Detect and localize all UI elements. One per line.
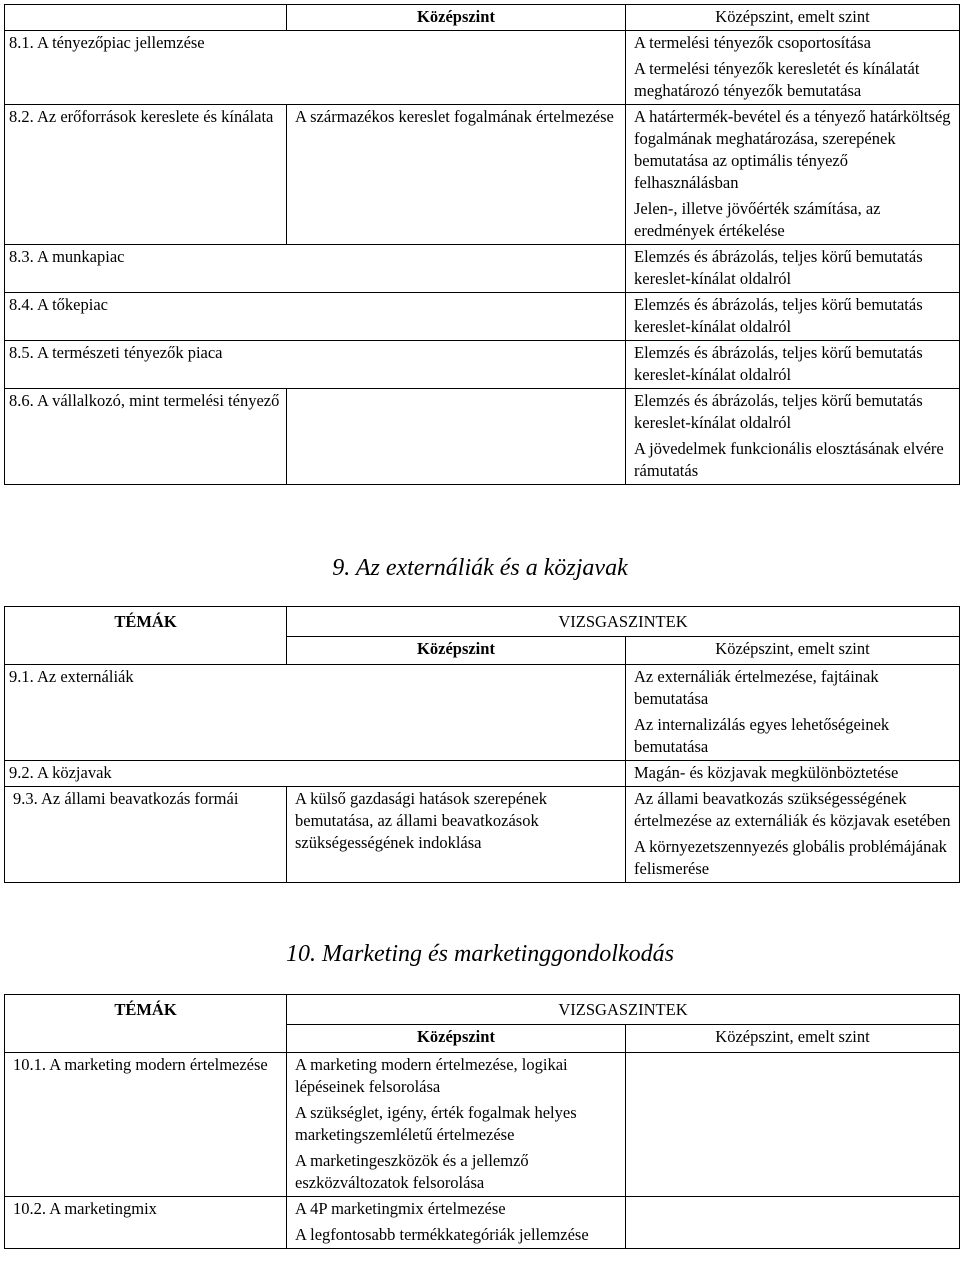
table-header-row [5,995,960,1025]
header-high-level: Középszint, emelt szint [626,637,960,665]
table-header-row [5,5,960,31]
header-levels: VIZSGASZINTEK [287,995,960,1025]
header-high-level: Középszint, emelt szint [626,1025,960,1053]
table-row [5,761,960,787]
header-levels: VIZSGASZINTEK [287,607,960,637]
header-mid-level: Középszint [287,637,626,665]
requirement-text: A jövedelmek funkcionális elosztásának elvére rámutatás [634,439,944,480]
topic-text: 10.1. A marketing modern értelmezése [13,1055,268,1074]
high-level-cell [626,245,960,293]
header-topics: TÉMÁK [5,995,287,1053]
requirement-text: A termelési tényezők csoportosítása [634,33,871,52]
topic-cell [5,1053,287,1197]
mid-level-cell [287,1053,626,1197]
high-level-cell [626,761,960,787]
table-row [5,293,960,341]
high-level-cell [626,787,960,883]
topics-table-10 [4,994,960,1249]
section-heading-10: 10. Marketing és marketinggondolkodás [286,941,674,967]
table-row [5,665,960,761]
header-topics-cell [5,5,287,31]
high-level-cell [626,1053,960,1197]
mid-level-cell [287,105,626,245]
header-high-level: Középszint, emelt szint [626,5,960,31]
requirement-text: Magán- és közjavak megkülönböztetése [634,763,899,782]
topics-table-8 [4,4,960,485]
topic-cell: 9.1. Az externáliák [5,665,626,761]
table-row [5,787,960,883]
requirement-text: A marketingeszközök és a jellemző eszközváltozatok felsorolása [295,1151,529,1192]
requirement-text: A környezetszennyezés globális problémájának felismerése [634,837,947,878]
mid-level-cell [287,389,626,485]
table-header-row [5,607,960,637]
table-row [5,1053,960,1197]
requirement-text: Elemzés és ábrázolás, teljes körű bemutatás kereslet-kínálat oldalról [634,391,923,432]
header-mid-level: Középszint [287,1025,626,1053]
table-row [5,341,960,389]
table-row [5,389,960,485]
topic-cell: 8.1. A tényezőpiac jellemzése [5,31,626,105]
mid-level-cell [287,1197,626,1249]
topic-cell [5,1197,287,1249]
header-mid-level: Középszint [287,5,626,31]
topic-text: 9.3. Az állami beavatkozás formái [13,789,239,808]
high-level-cell [626,1197,960,1249]
high-level-cell [626,293,960,341]
requirement-text: Elemzés és ábrázolás, teljes körű bemutatás kereslet-kínálat oldalról [634,295,923,336]
topic-text: 10.2. A marketingmix [13,1199,157,1218]
requirement-text: Az externáliák értelmezése, fajtáinak bemutatása [634,667,879,708]
table-row [5,105,960,245]
topic-cell: 8.2. Az erőforrások kereslete és kínálata [5,105,287,245]
high-level-cell [626,389,960,485]
table-row [5,31,960,105]
high-level-cell [626,31,960,105]
requirement-text: Elemzés és ábrázolás, teljes körű bemutatás kereslet-kínálat oldalról [634,247,923,288]
table-row [5,245,960,293]
requirement-text: A 4P marketingmix értelmezése [295,1199,506,1218]
section-heading-9: 9. Az externáliák és a közjavak [332,555,628,581]
high-level-cell [626,665,960,761]
requirement-text: A származékos kereslet fogalmának értelmezése [295,107,614,126]
requirement-text: A legfontosabb termékkategóriák jellemzése [295,1225,589,1244]
requirement-text: Az internalizálás egyes lehetőségeinek bemutatása [634,715,890,756]
topics-table-9 [4,606,960,883]
topic-cell: 8.5. A természeti tényezők piaca [5,341,626,389]
topic-cell: 8.4. A tőkepiac [5,293,626,341]
requirement-text: Elemzés és ábrázolás, teljes körű bemutatás kereslet-kínálat oldalról [634,343,923,384]
requirement-text: A határtermék-bevétel és a tényező határköltség fogalmának meghatározása, szerepének bemutatása az optimális tényező felhasználásban [634,107,951,192]
mid-level-cell [287,787,626,883]
requirement-text: Jelen-, illetve jövőérték számítása, az eredmények értékelése [634,199,881,240]
high-level-cell [626,105,960,245]
topic-cell: 8.3. A munkapiac [5,245,626,293]
topic-cell: 8.6. A vállalkozó, mint termelési tényező [5,389,287,485]
requirement-text: A szükséglet, igény, érték fogalmak helyes marketingszemléletű értelmezése [295,1103,577,1144]
table-row [5,1197,960,1249]
header-topics: TÉMÁK [5,607,287,665]
requirement-text: Az állami beavatkozás szükségességének értelmezése az externáliák és közjavak esetében [634,789,951,830]
requirement-text: A termelési tényezők keresletét és kínálatát meghatározó tényezők bemutatása [634,59,920,100]
high-level-cell [626,341,960,389]
requirement-text: A külső gazdasági hatások szerepének bemutatása, az állami beavatkozások szükségességének indoklása [295,789,547,852]
requirement-text: A marketing modern értelmezése, logikai lépéseinek felsorolása [295,1055,568,1096]
topic-cell [5,787,287,883]
topic-cell: 9.2. A közjavak [5,761,626,787]
